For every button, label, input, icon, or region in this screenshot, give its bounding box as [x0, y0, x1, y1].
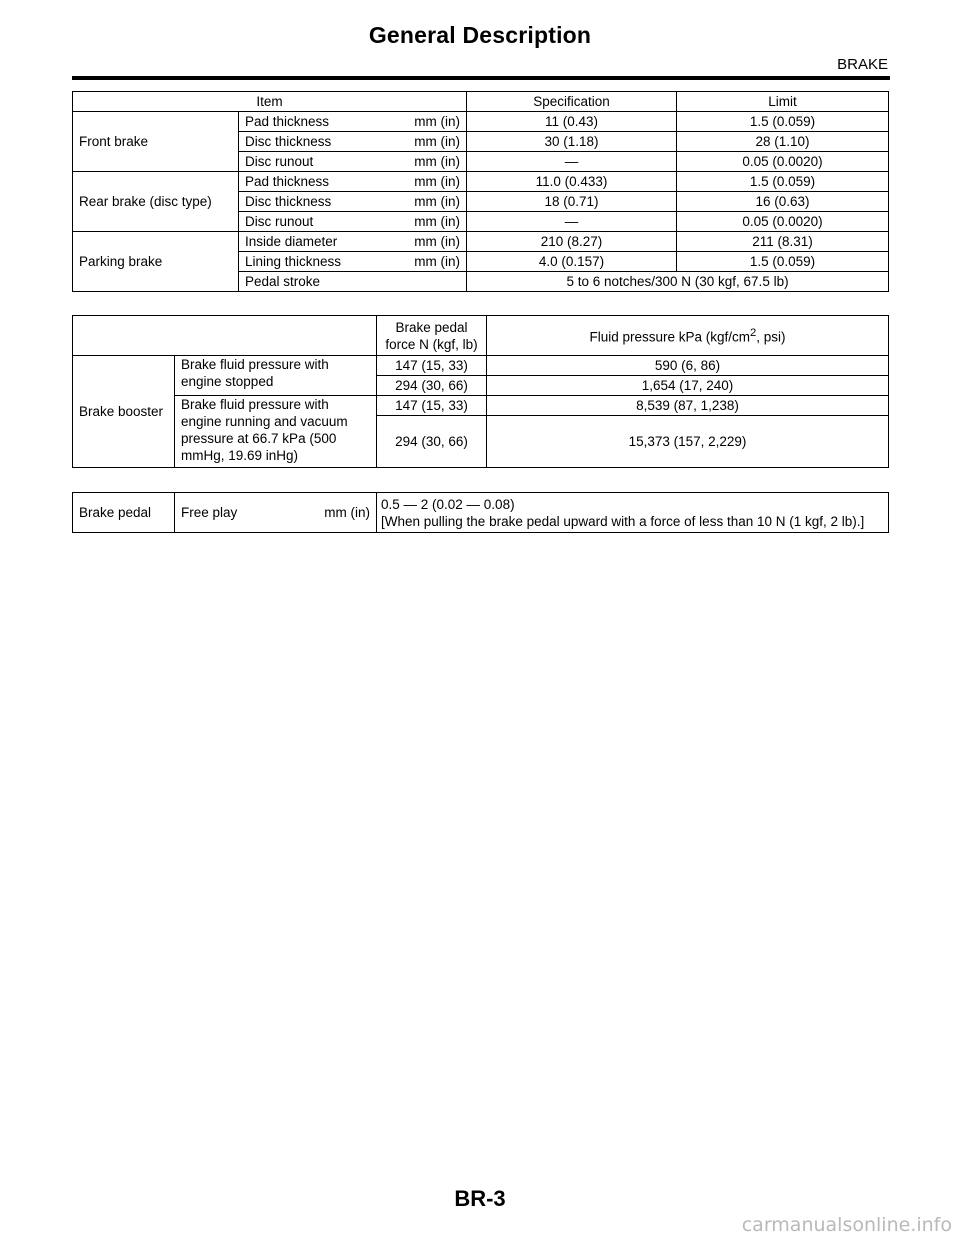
fluid-cell: 15,373 (157, 2,229)	[487, 416, 889, 468]
free-play-note: [When pulling the brake pedal upward with a force of less than 10 N (1 kgf, 2 lb).]	[381, 513, 865, 529]
item-label: Pad thickness	[245, 174, 330, 189]
table-row	[73, 232, 889, 252]
force-cell: 147 (15, 33)	[377, 356, 487, 376]
header-fluid-pressure	[487, 316, 889, 356]
limit-cell: 0.05 (0.0020)	[677, 152, 889, 172]
fluid-header-text: Fluid pressure kPa (kgf/cm	[589, 329, 751, 345]
group-brake-booster: Brake booster	[73, 356, 175, 468]
spec-cell: 210 (8.27)	[467, 232, 677, 252]
header-item: Item	[73, 92, 467, 112]
item-cell	[239, 252, 467, 272]
unit-label: mm (in)	[414, 134, 461, 149]
group-front-brake: Front brake	[73, 112, 239, 172]
item-cell	[239, 232, 467, 252]
limit-cell: 211 (8.31)	[677, 232, 889, 252]
header-pedal-force: Brake pedal force N (kgf, lb)	[377, 316, 487, 356]
unit-label: mm (in)	[414, 194, 461, 209]
item-label: Inside diameter	[245, 234, 338, 249]
table-row	[73, 112, 889, 132]
limit-cell: 28 (1.10)	[677, 132, 889, 152]
fluid-cell: 590 (6, 86)	[487, 356, 889, 376]
brake-spec-table	[72, 91, 889, 292]
unit-label: mm (in)	[414, 254, 461, 269]
spec-cell: 30 (1.18)	[467, 132, 677, 152]
free-play-label: Free play	[181, 505, 238, 520]
table-row	[73, 172, 889, 192]
item-cell	[239, 212, 467, 232]
spec-cell: 11 (0.43)	[467, 112, 677, 132]
item-cell	[239, 132, 467, 152]
brake-booster-table	[72, 315, 889, 468]
header-specification: Specification	[467, 92, 677, 112]
item-label: Disc thickness	[245, 134, 332, 149]
table-header-row	[73, 92, 889, 112]
unit-label: mm (in)	[324, 505, 370, 520]
spec-cell: 18 (0.71)	[467, 192, 677, 212]
table-header-row	[73, 316, 889, 356]
force-cell: 294 (30, 66)	[377, 376, 487, 396]
spec-cell: —	[467, 212, 677, 232]
pedal-stroke-spec: 5 to 6 notches/300 N (30 kgf, 67.5 lb)	[467, 272, 889, 292]
condition-engine-stopped: Brake fluid pressure with engine stopped	[175, 356, 377, 396]
watermark: carmanualsonline.info	[741, 1214, 952, 1236]
free-play-value	[377, 493, 889, 533]
table-row	[73, 356, 889, 376]
unit-label: mm (in)	[414, 154, 461, 169]
spec-cell: 11.0 (0.433)	[467, 172, 677, 192]
item-cell	[239, 112, 467, 132]
limit-cell: 0.05 (0.0020)	[677, 212, 889, 232]
fluid-cell: 8,539 (87, 1,238)	[487, 396, 889, 416]
limit-cell: 1.5 (0.059)	[677, 252, 889, 272]
page-title: General Description	[368, 22, 592, 48]
limit-cell: 1.5 (0.059)	[677, 172, 889, 192]
unit-label: mm (in)	[414, 214, 461, 229]
item-cell	[239, 172, 467, 192]
table-row	[73, 493, 889, 533]
spec-cell: 4.0 (0.157)	[467, 252, 677, 272]
unit-label: mm (in)	[414, 174, 461, 189]
item-cell: Pedal stroke	[239, 272, 467, 292]
header-limit: Limit	[677, 92, 889, 112]
item-label: Pad thickness	[245, 114, 330, 129]
limit-cell: 16 (0.63)	[677, 192, 889, 212]
item-cell	[239, 192, 467, 212]
item-label: Disc runout	[245, 214, 314, 229]
fluid-header-superscript: 2	[750, 327, 757, 340]
header-empty	[73, 316, 377, 356]
item-label: Lining thickness	[245, 254, 342, 269]
group-parking-brake: Parking brake	[73, 232, 239, 292]
brake-pedal-table	[72, 492, 889, 533]
condition-engine-running: Brake fluid pressure with engine running and vacuum pressure at 66.7 kPa (500 mmHg, 19.69 inHg)	[175, 396, 377, 468]
fluid-cell: 1,654 (17, 240)	[487, 376, 889, 396]
limit-cell: 1.5 (0.059)	[677, 112, 889, 132]
table-row	[73, 396, 889, 416]
item-label: Disc thickness	[245, 194, 332, 209]
fluid-header-text-end: , psi)	[756, 329, 786, 345]
free-play-range: 0.5 — 2 (0.02 — 0.08)	[381, 496, 515, 512]
spec-cell: —	[467, 152, 677, 172]
free-play-cell	[175, 493, 377, 533]
unit-label: mm (in)	[414, 114, 461, 129]
item-cell	[239, 152, 467, 172]
force-cell: 294 (30, 66)	[377, 416, 487, 468]
header-rule	[72, 76, 890, 80]
force-cell: 147 (15, 33)	[377, 396, 487, 416]
section-name: BRAKE	[837, 56, 888, 73]
brake-pedal-label: Brake pedal	[73, 493, 175, 533]
group-rear-brake: Rear brake (disc type)	[73, 172, 239, 232]
item-label: Disc runout	[245, 154, 314, 169]
unit-label: mm (in)	[414, 234, 461, 249]
page-number: BR-3	[454, 1186, 506, 1211]
